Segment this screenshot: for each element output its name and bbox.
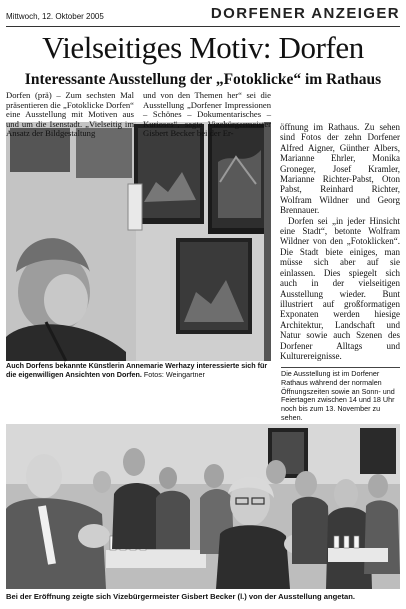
article-column-2-text: und von den Themen her“ sei die Ausstellung „Dorfener Impressionen – Schönes – Dokumentarisches – Kurioses“, sagte Vizebürgermeister Gisbert Becker bei der Er-: [143, 90, 271, 139]
article-column-1-text: Dorfen (prä) – Zum sechsten Mal präsentieren die „Fotoklicke Dorfen“ eine Ausstellung mit Motiven aus und um die Isenstadt. „Vielseitig im Ansatz der Bildgestaltung: [6, 90, 134, 139]
column-3-paragraph-2: Dorfen sei „in jeder Hinsicht eine Stadt“, betonte Wolfram Wildner von den „Fotoklicken“. Die Stadt biete einiges, man müsse sich aber auf sie einlassen. Dies spiegelt sich auch in der vielseitigen Ausstellung wieder. Bunt illustriert auf großformatigen Exponaten werden hiesige Architektur, Landschaft und Natur sowie auch Szenen des Dorfener Alltags und Kulturereignisse.: [280, 215, 400, 361]
masthead: [6, 4, 400, 27]
exhibition-photo-caption-text: Auch Dorfens bekannte Künstlerin Annemarie Werhazy interessierte sich für die eigenwilligen Ansichten von Dorfen.: [6, 361, 268, 379]
article-column-3: [280, 122, 400, 361]
article-subheadline: Interessante Ausstellung der „Fotoklicke“ im Rathaus: [24, 71, 382, 88]
column-3-paragraph-1: öffnung im Rathaus. Zu sehen sind Fotos der zehn Dorfener Alfred Aigner, Günther Albers, Marianne Ehrler, Monika Groneger, Josef Kramler, Marianne Richter-Pabst, Oton Pabst, Reinhard Richter, Wolfram Wildner und Georg Brennauer.: [280, 122, 400, 216]
opening-photo-caption: Bei der Eröffnung zeigte sich Vizebürgermeister Gisbert Becker (l.) von der Ausstellung angetan.: [6, 592, 355, 601]
issue-date: Mittwoch, 12. Oktober 2005: [6, 12, 104, 21]
exhibition-photo-image: [6, 122, 271, 361]
opening-photo-image: [6, 424, 400, 589]
photo-credit: Fotos: Weingartner: [143, 370, 205, 379]
article-intro-band: [6, 90, 271, 139]
newspaper-name: DORFENER ANZEIGER: [210, 5, 400, 22]
exhibition-photo-caption: [6, 361, 271, 379]
article-headline: Vielseitiges Motiv: Dorfen: [42, 30, 364, 65]
opening-photo: [6, 424, 400, 589]
exhibition-info-box: Die Ausstellung ist im Dorfener Rathaus während der normalen Öffnungszeiten sowie an Sonn- und Feiertagen zwischen 14 und 18 Uhr noch bis zum 13. November zu sehen.: [281, 367, 400, 423]
exhibition-photo: [6, 122, 271, 361]
